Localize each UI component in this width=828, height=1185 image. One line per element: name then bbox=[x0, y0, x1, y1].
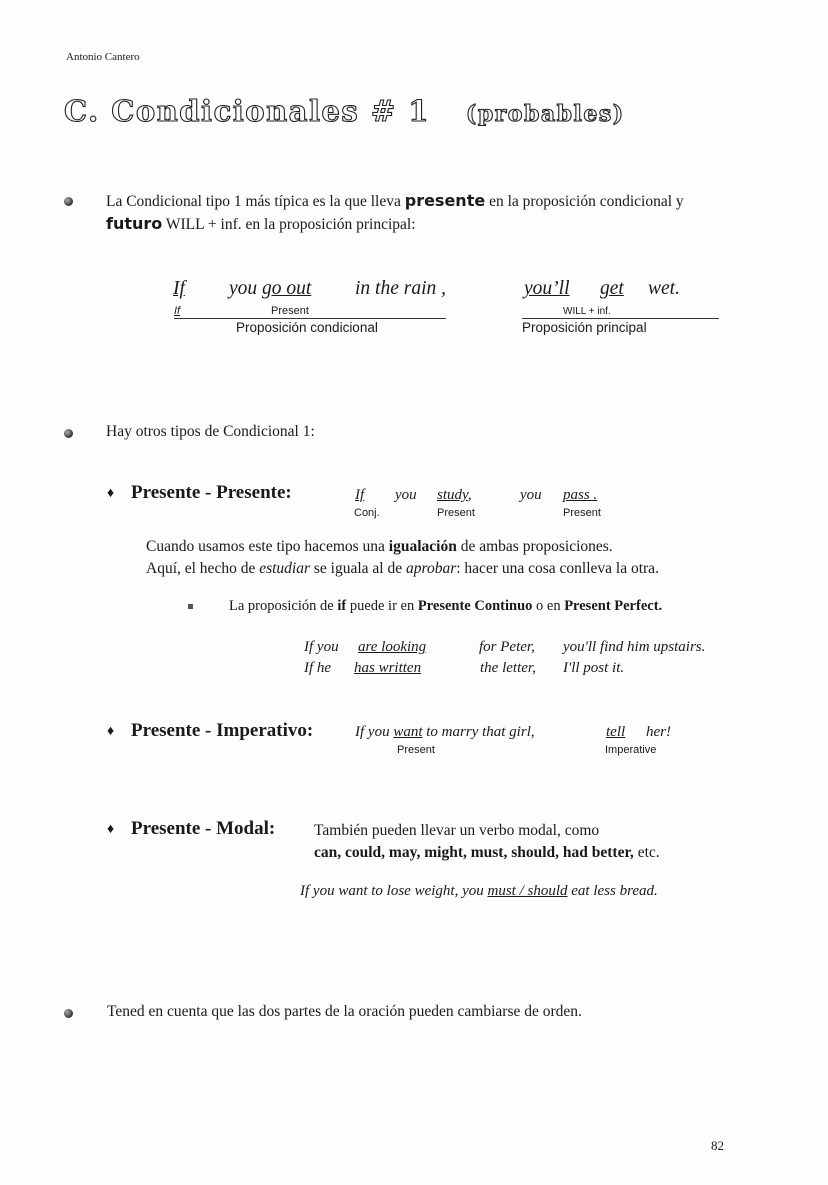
pp-exp2-aprobar: aprobar bbox=[406, 560, 457, 577]
pi-heading: Presente - Imperativo: bbox=[131, 720, 314, 741]
pp-pass: pass . bbox=[563, 487, 598, 503]
pp-exp2-c: se iguala al de bbox=[313, 560, 403, 577]
diamond-icon: ♦ bbox=[107, 822, 115, 837]
pp-present-label-2: Present bbox=[563, 507, 601, 519]
ex1-if-small: If bbox=[174, 305, 181, 317]
diamond-icon: ♦ bbox=[107, 724, 115, 739]
pm-example bbox=[300, 883, 658, 900]
pm-heading: Presente - Modal: bbox=[131, 818, 276, 839]
pp-comma: , bbox=[467, 487, 472, 503]
sub-ex1-b: are looking bbox=[358, 639, 427, 655]
ex1-cond-caption: Proposición condicional bbox=[236, 320, 378, 335]
pi-imperative-label: Imperative bbox=[605, 744, 657, 756]
pm-line2 bbox=[314, 844, 660, 862]
bullet1-text-a: La Condicional tipo 1 más típica es la que lleva bbox=[106, 193, 401, 210]
pp-study-wrap bbox=[437, 487, 472, 504]
pi-example bbox=[355, 724, 535, 741]
ex1-main-underline bbox=[522, 318, 719, 319]
pm-ex-modal: must / should bbox=[487, 883, 568, 899]
pi-present-label: Present bbox=[397, 744, 435, 756]
pp-explanation-2 bbox=[146, 560, 659, 578]
ex1-cond-underline bbox=[174, 318, 446, 319]
sub-b2: Presente Continuo bbox=[417, 598, 533, 614]
pi-her: her! bbox=[646, 724, 671, 740]
pi-tell: tell bbox=[606, 724, 626, 740]
pp-if: If bbox=[355, 487, 365, 503]
pp-heading: Presente - Presente: bbox=[131, 482, 292, 503]
sub-ex2-c: the letter, bbox=[480, 660, 536, 676]
sub-t1: La proposición de bbox=[229, 598, 334, 614]
pp-conj-label: Conj. bbox=[354, 507, 380, 519]
pp-exp1-bold: igualación bbox=[388, 538, 457, 555]
bullet1-line1 bbox=[106, 191, 684, 211]
sub-ex2-d: I'll post it. bbox=[563, 660, 625, 676]
bullet3-text: Tened en cuenta que las dos partes de la oración pueden cambiarse de orden. bbox=[107, 1003, 582, 1020]
pp-explanation-1 bbox=[146, 538, 613, 556]
pp-you2: you bbox=[520, 487, 542, 503]
ex1-go-out-underlined: go out bbox=[262, 278, 312, 299]
pm-line1: También pueden llevar un verbo modal, como bbox=[314, 822, 600, 839]
bullet1-bold-futuro: futuro bbox=[106, 214, 163, 233]
pp-exp1-a: Cuando usamos este tipo hacemos una bbox=[146, 538, 385, 555]
ex1-rain: in the rain , bbox=[355, 278, 446, 299]
author-name: Antonio Cantero bbox=[66, 51, 140, 63]
ex1-present-label: Present bbox=[271, 305, 309, 317]
pp-exp1-c: de ambas proposiciones. bbox=[460, 538, 613, 555]
pi-ex-c: to marry that girl, bbox=[426, 724, 535, 740]
ex1-will-label: WILL + inf. bbox=[563, 306, 611, 317]
title-main: C. Condicionales # 1 bbox=[64, 94, 430, 128]
bullet-icon bbox=[64, 197, 73, 206]
sub-ex1-d: you'll find him upstairs. bbox=[563, 639, 706, 655]
pm-ex-c: eat less bread. bbox=[571, 883, 658, 899]
ex1-if: If bbox=[173, 278, 185, 299]
pi-ex-a: If you bbox=[355, 724, 390, 740]
bullet1-bold-presente: presente bbox=[404, 191, 486, 210]
sub-ex1-c: for Peter, bbox=[479, 639, 535, 655]
ex1-go-out: you go out bbox=[229, 278, 312, 299]
sub-b1: if bbox=[337, 598, 347, 614]
square-bullet-icon bbox=[188, 604, 193, 609]
page-number: 82 bbox=[711, 1138, 724, 1153]
ex1-youll: you’ll bbox=[524, 278, 570, 299]
bullet1-text-c: WILL + inf. en la proposición principal: bbox=[165, 216, 416, 233]
ex1-main-caption: Proposición principal bbox=[522, 320, 647, 335]
ex1-get: get bbox=[600, 278, 624, 299]
pp-exp2-estudiar: estudiar bbox=[259, 560, 311, 577]
pp-exp2-a: Aquí, el hecho de bbox=[146, 560, 256, 577]
sub-t2: puede ir en bbox=[349, 598, 415, 614]
pp-you1: you bbox=[395, 487, 417, 503]
ex1-wet: wet. bbox=[648, 278, 680, 299]
bullet-icon bbox=[64, 429, 73, 438]
pi-ex-want: want bbox=[393, 724, 423, 740]
sub-ex2-b: has written bbox=[354, 660, 422, 676]
page-title bbox=[64, 94, 625, 128]
pm-ex-a: If you want to lose weight, you bbox=[300, 883, 484, 899]
pp-present-label-1: Present bbox=[437, 507, 475, 519]
sub-note bbox=[229, 598, 662, 615]
pp-study: study bbox=[437, 487, 468, 503]
sub-ex1-a: If you bbox=[304, 639, 339, 655]
pm-etc: etc. bbox=[637, 844, 660, 861]
bullet1-text-b: en la proposición condicional y bbox=[489, 193, 684, 210]
sub-ex2-a: If he bbox=[304, 660, 332, 676]
pm-modals-bold: can, could, may, might, must, should, had better, bbox=[314, 844, 634, 861]
sub-t3: o en bbox=[536, 598, 561, 614]
title-sub: (probables) bbox=[465, 101, 625, 127]
bullet-icon bbox=[64, 1009, 73, 1018]
bullet1-line2 bbox=[106, 214, 416, 234]
bullet2-text: Hay otros tipos de Condicional 1: bbox=[106, 423, 315, 440]
diamond-icon: ♦ bbox=[107, 486, 115, 501]
pp-exp2-e: : hacer una cosa conlleva la otra. bbox=[456, 560, 659, 577]
sub-b3: Present Perfect. bbox=[564, 598, 663, 614]
